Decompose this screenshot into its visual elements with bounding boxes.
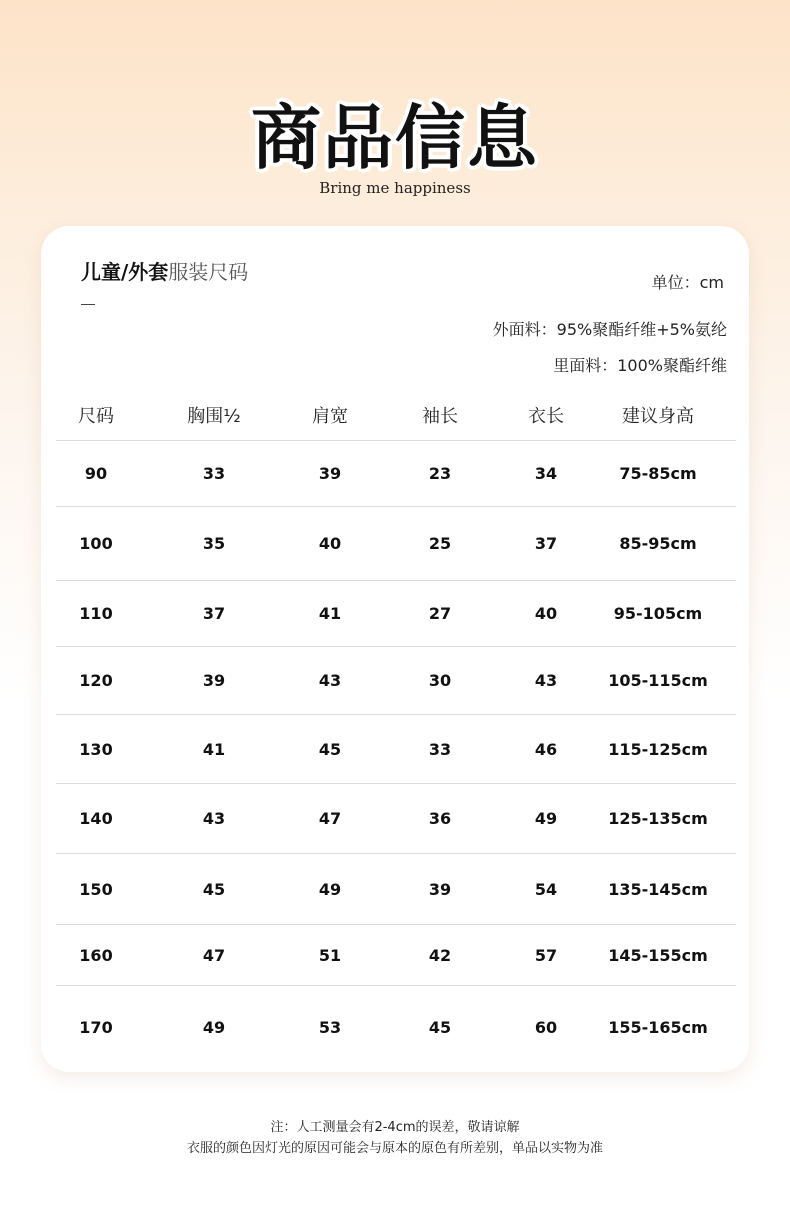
cell-height: 135-145cm (608, 879, 708, 899)
cell-height: 85-95cm (619, 534, 697, 553)
cell-shoulder: 47 (318, 809, 342, 828)
page-title: 商品信息 (251, 97, 539, 179)
header-length: 衣长 (528, 406, 564, 427)
cell-height: 115-125cm (608, 739, 708, 759)
table-row (56, 647, 736, 715)
footer-note-measurement: 注：人工测量会有2-4cm的误差，敬请谅解 (270, 1120, 520, 1135)
cell-chest: 41 (202, 739, 226, 759)
cell-sleeve: 39 (428, 879, 452, 899)
cell-height: 155-165cm (608, 1017, 708, 1037)
card-title-category: 儿童/外套 (81, 260, 169, 284)
cell-height: 125-135cm (608, 809, 708, 828)
cell-size: 150 (79, 879, 113, 899)
table-row (56, 441, 736, 507)
cell-length: 60 (534, 1017, 558, 1037)
footer-note-color: 衣服的颜色因灯光的原因可能会与原本的原色有所差别，单品以实物为准 (186, 1141, 603, 1156)
cell-height: 95-105cm (613, 604, 703, 623)
outer-fabric-label: 外面料：95%聚酯纤维+5%氨纶 (492, 320, 727, 339)
cell-shoulder: 41 (318, 604, 342, 623)
cell-height: 105-115cm (608, 671, 708, 690)
cell-size: 100 (79, 534, 113, 553)
cell-length: 37 (534, 534, 558, 553)
header-height: 建议身高 (622, 406, 694, 427)
header-size: 尺码 (78, 406, 114, 427)
cell-chest: 49 (202, 1017, 226, 1037)
cell-sleeve: 42 (428, 945, 452, 965)
cell-shoulder: 53 (318, 1017, 342, 1037)
table-row (56, 581, 736, 647)
cell-sleeve: 27 (428, 604, 452, 623)
cell-size: 90 (84, 464, 108, 483)
cell-shoulder: 40 (318, 534, 342, 553)
cell-height: 145-155cm (608, 945, 708, 965)
cell-sleeve: 45 (428, 1017, 452, 1037)
cell-chest: 45 (202, 879, 226, 899)
title-divider (81, 304, 95, 305)
cell-size: 120 (79, 671, 113, 690)
header-shoulder: 肩宽 (312, 406, 348, 427)
size-chart-card (41, 226, 749, 1072)
cell-height: 75-85cm (619, 464, 697, 483)
cell-chest: 43 (202, 809, 226, 828)
cell-size: 110 (79, 604, 113, 623)
table-row (56, 854, 736, 925)
cell-length: 43 (534, 671, 558, 690)
cell-sleeve: 23 (428, 464, 452, 483)
cell-shoulder: 49 (318, 879, 342, 899)
cell-shoulder: 43 (318, 671, 342, 690)
cell-length: 34 (534, 464, 558, 483)
cell-chest: 37 (202, 604, 226, 623)
cell-length: 49 (534, 809, 558, 828)
table-row (56, 507, 736, 581)
card-title (81, 256, 248, 285)
cell-length: 57 (534, 945, 558, 965)
cell-length: 54 (534, 879, 558, 899)
cell-size: 130 (79, 739, 113, 759)
table-body (56, 441, 736, 1068)
cell-shoulder: 39 (318, 464, 342, 483)
table-row (56, 986, 736, 1068)
inner-fabric-label: 里面料：100%聚酯纤维 (553, 356, 727, 375)
cell-size: 170 (79, 1017, 113, 1037)
cell-shoulder: 45 (318, 739, 342, 759)
page-subtitle: Bring me happiness (319, 179, 471, 197)
cell-chest: 39 (202, 671, 226, 690)
cell-chest: 35 (202, 534, 226, 553)
cell-shoulder: 51 (318, 945, 342, 965)
size-table (56, 390, 736, 1068)
cell-size: 140 (79, 809, 113, 828)
table-row (56, 925, 736, 986)
cell-sleeve: 25 (428, 534, 452, 553)
table-row (56, 784, 736, 854)
cell-sleeve: 30 (428, 671, 452, 690)
cell-sleeve: 36 (428, 809, 452, 828)
table-header-row (56, 390, 736, 441)
table-row (56, 715, 736, 784)
cell-length: 40 (534, 604, 558, 623)
cell-chest: 47 (202, 945, 226, 965)
cell-chest: 33 (202, 464, 226, 483)
unit-label: 单位：cm (651, 273, 724, 292)
header-chest: 胸围½ (187, 406, 241, 427)
header-sleeve: 袖长 (422, 406, 458, 427)
cell-size: 160 (79, 945, 113, 965)
card-title-label: 服装尺码 (168, 260, 249, 284)
cell-length: 46 (534, 739, 558, 759)
cell-sleeve: 33 (428, 739, 452, 759)
